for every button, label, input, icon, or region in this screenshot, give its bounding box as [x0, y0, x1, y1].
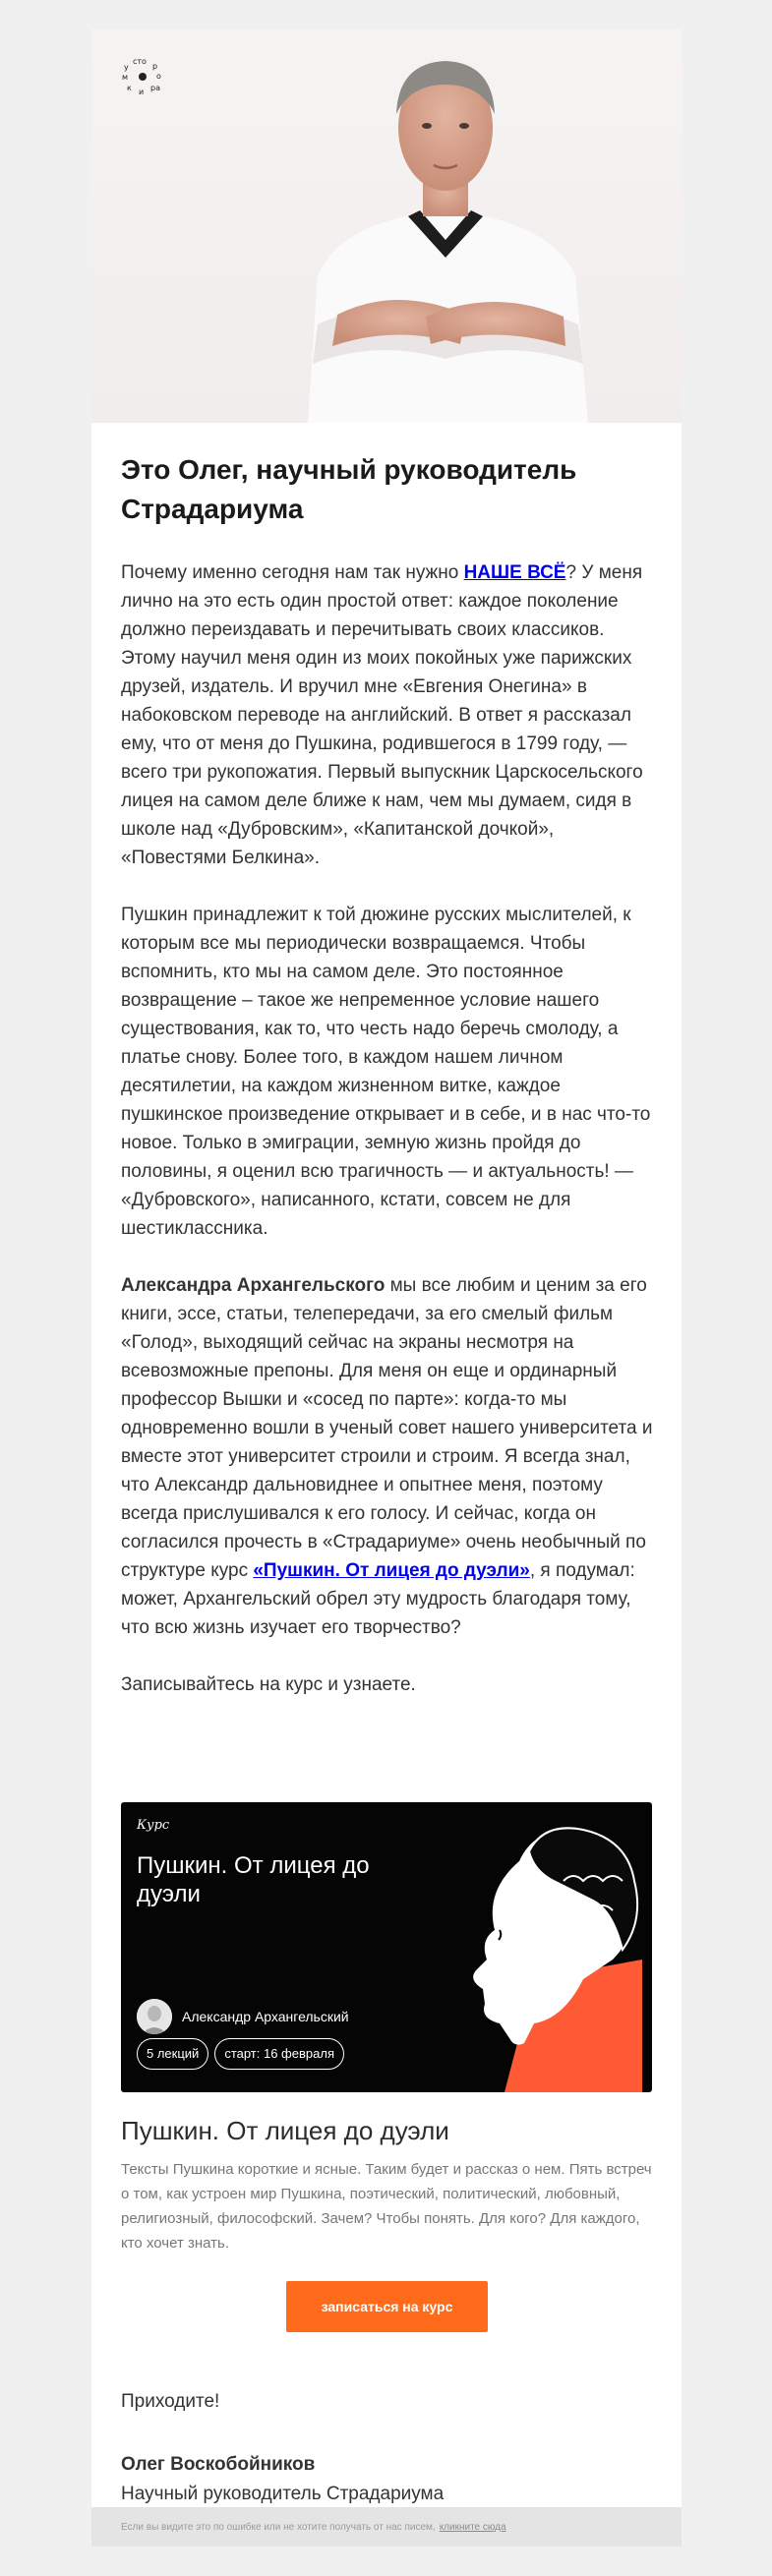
banner-pills: [137, 2038, 344, 2070]
email-card: [91, 29, 682, 2547]
lectures-pill: 5 лекций: [137, 2038, 208, 2070]
footer-text: Если вы видите это по ошибке или не хотите получать от нас писем,: [121, 2521, 436, 2533]
hero-section: [91, 29, 682, 423]
paragraph-2: Пушкин принадлежит к той дюжине русских мыслителей, к которым все мы периодически возвращаемся. Чтобы вспомнить, кто мы на самом деле. Это постоянное возвращение – такое же непременное условие нашего существования, как то, что честь надо беречь смолоду, а платье снову. Более того, в каждом нашем личном десятилетии, на каждом жизненном витке, каждое пушкинское произведение открывает и в себе, и в нас что-то новое. Только в эмиграции, земную жизнь пройдя до половины, я оценил всю трагичность — и актуальность! — «Дубровского», написанного, кстати, совсем не для шестиклассника.: [121, 905, 651, 1239]
svg-text:о: о: [156, 72, 161, 81]
svg-text:м: м: [122, 73, 129, 82]
signature-role: Научный руководитель Страдариума: [121, 2484, 445, 2504]
closing-line: Приходите!: [121, 2391, 220, 2412]
unsubscribe-footer: [91, 2507, 682, 2547]
banner-author-name: Александр Архангельский: [182, 2009, 349, 2024]
svg-text:к: к: [127, 84, 132, 92]
banner-kicker: Курс: [137, 1818, 170, 1833]
svg-text:сто: сто: [133, 57, 147, 66]
paragraph-4: Записывайтесь на курс и узнаете.: [121, 1674, 416, 1695]
paragraph-3: Александра Архангельского мы все любим и ценим за его книги, эссе, статьи, телепередачи, за его смелый фильм «Голод», выходящий сейчас на экраны несмотря на всевозможные препоны. Для меня он еще и ординарный профессор Вышки и «сосед по парте»: когда-то мы одновременно вошли в ученый совет нашего университета и вместе этот университет строили и строим. Я всегда знал, что Александр дальновиднее и опытнее меня, поэтому всегда прислушивался к его голосу. И сейчас, когда он согласился прочесть в «Страдариуме» очень необычный по структуре курс «Пушкин. От лицея до дуэли», я подумал: может, Архангельский обрел эту мудрость благодаря тому, что всю жизнь изучает его творчество?: [121, 1275, 653, 1638]
author-name-strong: Александра Архангельского: [121, 1275, 386, 1296]
headline: Это Олег, научный руководитель Страдариума: [121, 454, 577, 524]
nashe-vse-link[interactable]: НАШЕ ВСЁ: [463, 562, 566, 583]
course-link[interactable]: «Пушкин. От лицея до дуэли»: [253, 1560, 530, 1581]
svg-text:р: р: [152, 62, 158, 71]
pushkin-silhouette-icon: [426, 1822, 642, 2092]
course-description: Тексты Пушкина короткие и ясные. Таким будет и рассказ о нем. Пять встреч о том, как устроен мир Пушкина, поэтический, политический, любовный, религиозный, философский. Зачем? Чтобы понять. Для кого? Для каждого, кто хочет знать.: [121, 2161, 652, 2252]
paragraph-1: Почему именно сегодня нам так нужно НАШЕ ВСЁ? У меня лично на это есть один простой ответ: каждое поколение должно переиздавать и перечитывать своих классиков. Этому научил меня один из моих покойных уже парижских друзей, издатель. И вручил мне «Евгения Онегина» в набоковском переводе на английский. В ответ я рассказал ему, что от меня до Пушкина, родившегося в 1799 году, — всего три рукопожатия. Первый выпускник Царскосельского лицея на самом деле ближе к нам, чем мы думаем, сидя в школе над «Дубровским», «Капитанской дочкой», «Повестями Белкина».: [121, 562, 643, 868]
svg-text:у: у: [124, 63, 129, 72]
enroll-button[interactable]: записаться на курс: [286, 2281, 488, 2332]
author-avatar-icon: [137, 1999, 172, 2034]
letter-body: [121, 558, 657, 1727]
svg-text:ра: ра: [150, 84, 160, 92]
course-title: Пушкин. От лицея до дуэли: [121, 2116, 449, 2145]
unsubscribe-link[interactable]: кликните сюда: [439, 2521, 506, 2533]
start-date-pill: старт: 16 февраля: [214, 2038, 344, 2070]
svg-text:и: и: [139, 88, 145, 96]
stradarium-logo-icon: [119, 53, 166, 100]
course-banner[interactable]: [121, 1802, 652, 2092]
signature-name: Олег Воскобойников: [121, 2454, 316, 2475]
avatar: [137, 1999, 172, 2034]
banner-author: [137, 1999, 349, 2034]
banner-title: Пушкин. От лицея до дуэли: [137, 1852, 370, 1907]
portrait-photo: [298, 29, 593, 423]
